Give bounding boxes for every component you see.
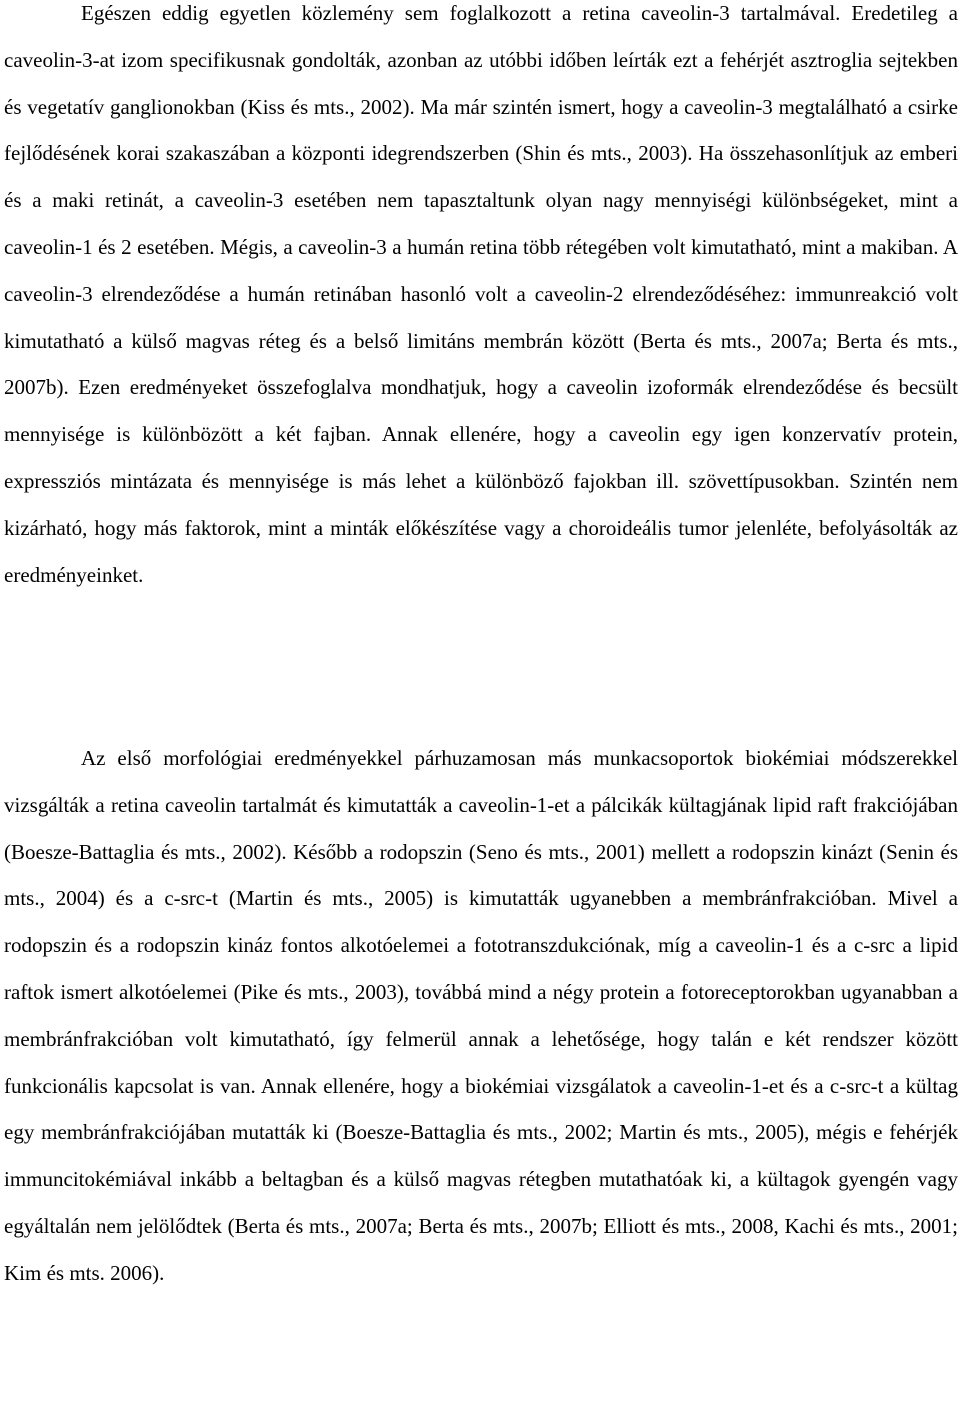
paragraph-biochemical-studies: Az első morfológiai eredményekkel párhuzamosan más munkacsoportok biokémiai módszerekkel vizsgálták a retina caveolin tartalmát és kimutatták a caveolin-1-et a pálcikák kültagjának lipid raft frakciójában (Boesze-Battaglia és mts., 2002). Később a rodopszin (Seno és mts., 2001) mellett a rodopszin kinázt (Senin és mts., 2004) és a c-src-t (Martin és mts., 2005) is kimutatták ugyanebben a membránfrakcióban. Mivel a rodopszin és a rodopszin kináz fontos alkotóelemei a fototranszdukciónak, míg a caveolin-1 és a c-src a lipid raftok ismert alkotóelemei (Pike és mts., 2003), továbbá mind a négy protein a fotoreceptorokban ugyanabban a membránfrakcióban volt kimutatható, így felmerül annak a lehetősége, hogy talán e két rendszer között funkcionális kapcsolat is van. Annak ellenére, hogy a biokémiai vizsgálatok a caveolin-1-et és a c-src-t a kültag egy membránfrakciójában mutatták ki (Boesze-Battaglia és mts., 2002; Martin és mts., 2005), mégis e fehérjék immuncitokémiával inkább a beltagban és a külső magvas rétegben mutathatóak ki, a kültagok gyengén vagy egyáltalán nem jelölődtek (Berta és mts., 2007a; Berta és mts., 2007b; Elliott és mts., 2008, Kachi és mts., 2001; Kim és mts. 2006). xyxy=(4,746,958,1285)
paragraph-caveolin-3: Egészen eddig egyetlen közlemény sem foglalkozott a retina caveolin-3 tartalmával. Eredetileg a caveolin-3-at izom specifikusnak gondolták, azonban az utóbbi időben leírták ezt a fehérjét asztroglia sejtekben és vegetatív ganglionokban (Kiss és mts., 2002). Ma már szintén ismert, hogy a caveolin-3 megtalálható a csirke fejlődésének korai szakaszában a központi idegrendszerben (Shin és mts., 2003). Ha összehasonlítjuk az emberi és a maki retinát, a caveolin-3 esetében nem tapasztaltunk olyan nagy mennyiségi különbségeket, mint a caveolin-1 és 2 esetében. Mégis, a caveolin-3 a humán retina több rétegében volt kimutatható, mint a makiban. A caveolin-3 elrendeződése a humán retinában hasonló volt a caveolin-2 elrendeződéséhez: immunreakció volt kimutatható a külső magvas réteg és a belső limitáns membrán között (Berta és mts., 2007a; Berta és mts., 2007b). Ezen eredményeket összefoglalva mondhatjuk, hogy a caveolin izoformák elrendeződése és becsült mennyisége is különbözött a két fajban. Annak ellenére, hogy a caveolin egy igen konzervatív protein, expressziós mintázata és mennyisége is más lehet a különböző fajokban ill. szövettípusokban. Szintén nem kizárható, hogy más faktorok, mint a minták előkészítése vagy a choroideális tumor jelenléte, befolyásolták az eredményeinket. xyxy=(4,1,958,587)
